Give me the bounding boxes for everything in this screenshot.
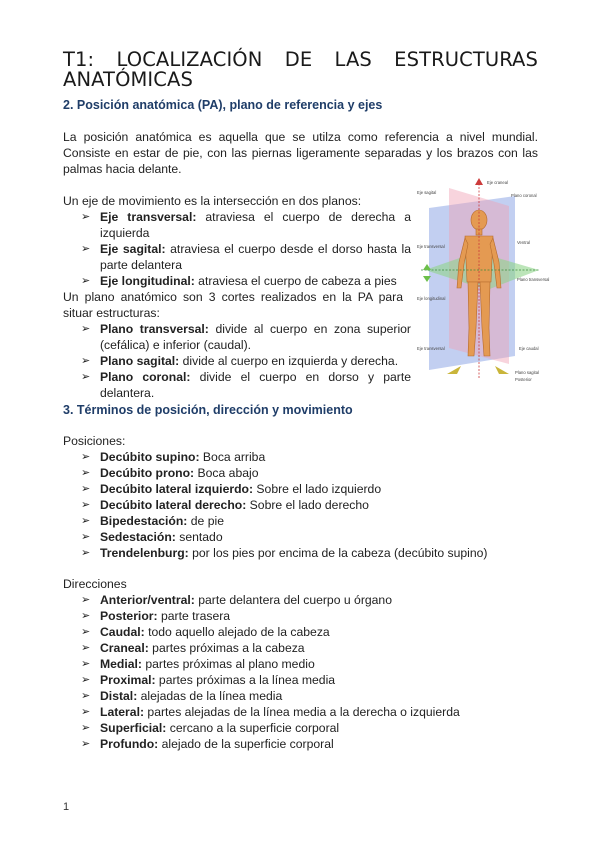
arrow-bullet-icon: ➢ <box>81 593 91 606</box>
title-word: LOCALIZACIÓN <box>116 48 263 71</box>
figure-label: Posterior <box>515 377 532 382</box>
list-item: ➢ Medial: partes próximas al plano medio <box>81 657 315 671</box>
figure-label: Plano coronal <box>511 193 537 198</box>
intro-paragraph: La posición anatómica es aquella que se utilza como referencia a nivel mundial. Consiste en estar de pie, con las piernas ligeramente separadas y los brazos con las palmas hacia delante. <box>63 130 538 176</box>
page-number: 1 <box>63 801 70 813</box>
arrow-bullet-icon: ➢ <box>81 354 91 367</box>
list-item: ➢ Superficial: cercano a la superficie corporal <box>81 721 340 735</box>
arrow-bullet-icon: ➢ <box>81 450 91 463</box>
arrow-bullet-icon: ➢ <box>81 705 91 718</box>
page-title <box>63 50 538 90</box>
title-line-2: ANATÓMICAS <box>63 68 193 91</box>
arrow-bullet-icon: ➢ <box>81 498 91 511</box>
figure-label: Eje longitudinal <box>417 296 446 301</box>
figure-label: Eje transversal <box>417 346 445 351</box>
arrow-bullet-icon: ➢ <box>81 210 91 223</box>
arrow-bullet-icon: ➢ <box>81 274 91 287</box>
section-3-heading: 3. Términos de posición, dirección y movimiento <box>63 403 353 417</box>
arrow-bullet-icon: ➢ <box>81 370 91 383</box>
arrow-bullet-icon: ➢ <box>81 530 91 543</box>
figure-label: Plano sagital <box>515 370 539 375</box>
title-word: ESTRUCTURAS <box>394 48 538 71</box>
axes-list <box>81 209 411 289</box>
arrow-bullet-icon: ➢ <box>81 466 91 479</box>
list-item: ➢ Bipedestación: de pie <box>81 514 224 528</box>
arrow-bullet-icon: ➢ <box>81 673 91 686</box>
list-item: ➢ Lateral: partes alejadas de la línea media a la derecha o izquierda <box>81 705 460 719</box>
figure-label: Eje sagital <box>417 190 437 195</box>
arrow-bullet-icon: ➢ <box>81 482 91 495</box>
list-item: ➢ Decúbito supino: Boca arriba <box>81 450 266 464</box>
arrow-bullet-icon: ➢ <box>81 625 91 638</box>
list-item: ➢ Distal: alejadas de la línea media <box>81 689 283 703</box>
list-item: ➢ Trendelenburg: por los pies por encima de la cabeza (decúbito supino) <box>81 546 488 560</box>
arrow-bullet-icon: ➢ <box>81 609 91 622</box>
list-item: ➢ Profundo: alejado de la superficie corporal <box>81 737 334 751</box>
list-item: ➢ Caudal: todo aquello alejado de la cabeza <box>81 625 330 639</box>
directions-label: Direcciones <box>63 577 127 591</box>
list-item: ➢ Plano sagital: divide al cuerpo en izquierda y derecha. <box>81 354 399 368</box>
arrow-bullet-icon: ➢ <box>81 514 91 527</box>
list-item: ➢ Plano coronal: divide el cuerpo en dorso y parte delantera. <box>81 370 411 400</box>
arrow-bullet-icon: ➢ <box>81 737 91 750</box>
list-item: ➢ Decúbito prono: Boca abajo <box>81 466 259 480</box>
arrow-bullet-icon: ➢ <box>81 242 91 255</box>
list-item: ➢ Proximal: partes próximas a la línea media <box>81 673 336 687</box>
positions-label: Posiciones: <box>63 434 126 448</box>
figure-label: Eje caudal <box>519 346 539 351</box>
list-item: ➢ Decúbito lateral izquierdo: Sobre el lado izquierdo <box>81 482 382 496</box>
arrow-up-icon <box>475 178 483 185</box>
figure-label: Eje transversal <box>417 244 445 249</box>
arrow-bullet-icon: ➢ <box>81 657 91 670</box>
list-item: ➢ Craneal: partes próximas a la cabeza <box>81 641 305 655</box>
arrow-bullet-icon: ➢ <box>81 641 91 654</box>
arrow-bullet-icon: ➢ <box>81 689 91 702</box>
list-item: ➢ Plano transversal: divide al cuerpo en zona superior (cefálica) e inferior (caudal). <box>81 322 411 352</box>
list-item: ➢ Eje longitudinal: atraviesa el cuerpo de cabeza a pies <box>81 274 397 288</box>
floor-arrows <box>447 366 509 374</box>
planes-list <box>81 321 411 401</box>
directions-list <box>81 592 460 752</box>
title-word: T1: <box>63 48 95 71</box>
figure-label: Ventral <box>517 240 531 245</box>
list-item: ➢ Eje sagital: atraviesa el cuerpo desde el dorso hasta la parte delantera <box>81 242 411 272</box>
figure-label: Plano transversal <box>517 277 550 282</box>
arrow-bullet-icon: ➢ <box>81 322 91 335</box>
title-word: DE <box>284 48 313 71</box>
list-item: ➢ Decúbito lateral derecho: Sobre el lado derecho <box>81 498 369 512</box>
title-word: LAS <box>334 48 372 71</box>
section-2-heading: 2. Posición anatómica (PA), plano de referencia y ejes <box>63 98 383 112</box>
arrow-bullet-icon: ➢ <box>81 721 91 734</box>
list-item: ➢ Anterior/ventral: parte delantera del cuerpo u órgano <box>81 593 392 607</box>
anatomical-planes-figure <box>417 178 550 386</box>
list-item: ➢ Sedestación: sentado <box>81 530 223 544</box>
list-item: ➢ Eje transversal: atraviesa el cuerpo de derecha a izquierda <box>81 210 411 240</box>
figure-label: Eje craneal <box>487 180 508 185</box>
arrow-bullet-icon: ➢ <box>81 546 91 559</box>
axes-intro: Un eje de movimiento es la intersección en dos planos: <box>63 194 362 208</box>
list-item: ➢ Posterior: parte trasera <box>81 609 231 623</box>
planes-intro: Un plano anatómico son 3 cortes realizados en la PA para situar estructuras: <box>63 290 403 320</box>
positions-list <box>81 449 488 561</box>
